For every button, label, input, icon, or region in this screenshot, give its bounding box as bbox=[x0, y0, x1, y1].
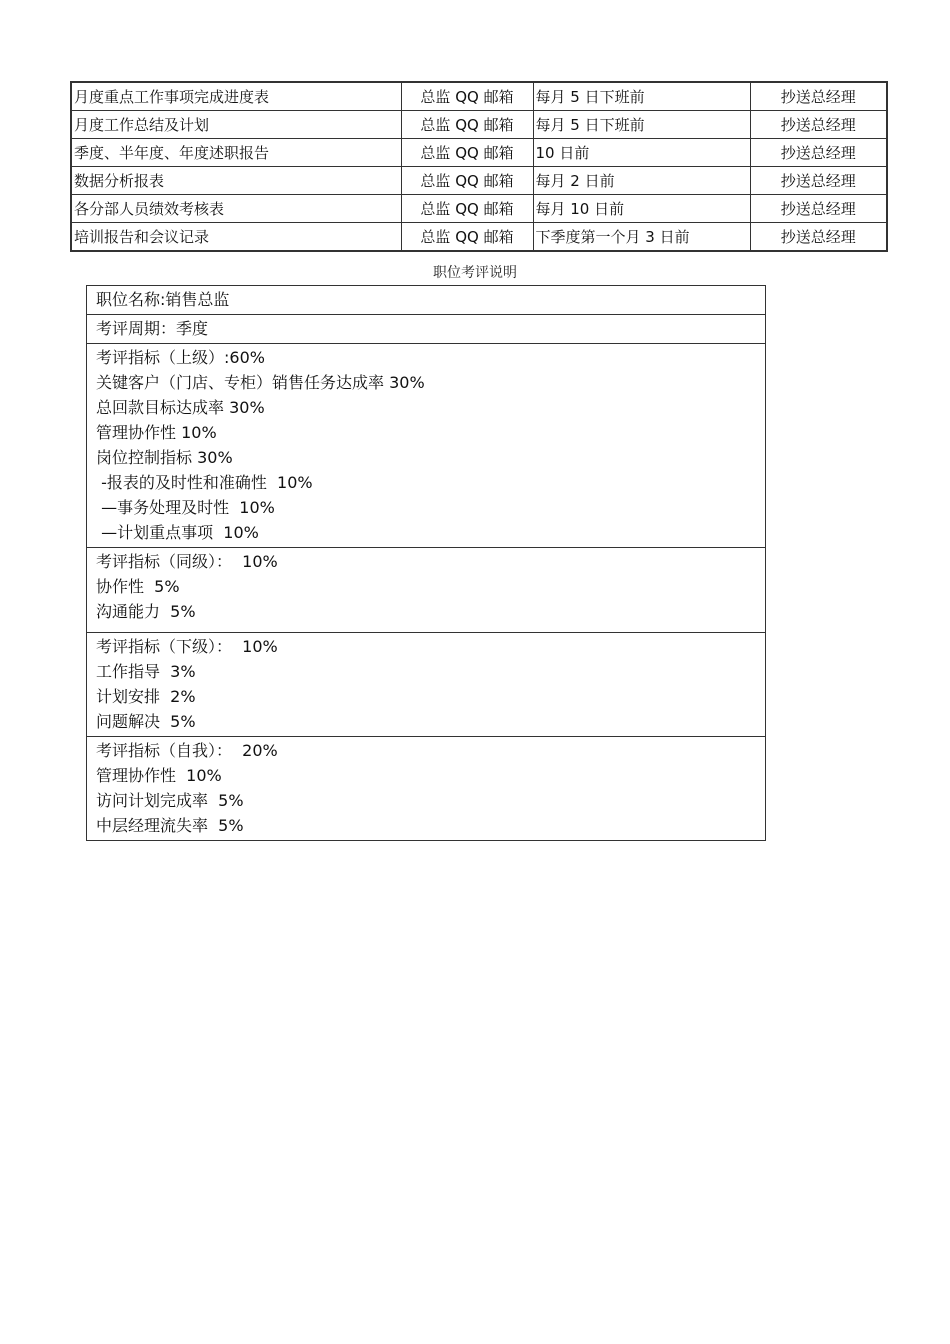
superior-heading: 考评指标（上级）:60% bbox=[96, 348, 265, 367]
position-title: 职位名称:销售总监 bbox=[96, 290, 230, 309]
report-deadline: 每月 2 日前 bbox=[533, 167, 750, 195]
report-name: 数据分析报表 bbox=[71, 167, 401, 195]
report-cc: 抄送总经理 bbox=[750, 223, 887, 252]
peer-heading: 考评指标（同级）： 10% bbox=[96, 552, 278, 571]
report-cc: 抄送总经理 bbox=[750, 167, 887, 195]
section-caption: 职位考评说明 bbox=[433, 265, 517, 281]
indicator-line: -报表的及时性和准确性 10% bbox=[96, 473, 313, 492]
indicator-line: 沟通能力 5% bbox=[96, 602, 196, 621]
subordinate-section bbox=[87, 632, 765, 736]
evaluation-period: 考评周期：季度 bbox=[96, 319, 209, 338]
table-row bbox=[71, 82, 887, 111]
peer-section bbox=[87, 547, 765, 632]
report-deadline: 每月 5 日下班前 bbox=[533, 82, 750, 111]
table-row bbox=[71, 167, 887, 195]
indicator-line: —计划重点事项 10% bbox=[96, 523, 259, 542]
indicator-line: 关键客户（门店、专柜）销售任务达成率 30% bbox=[96, 373, 425, 392]
table-row bbox=[71, 111, 887, 139]
report-name: 培训报告和会议记录 bbox=[71, 223, 401, 252]
report-cc: 抄送总经理 bbox=[750, 195, 887, 223]
report-channel: 总监 QQ 邮箱 bbox=[401, 167, 533, 195]
evaluation-box bbox=[86, 285, 766, 841]
period-section bbox=[87, 314, 765, 343]
indicator-line: 管理协作性 10% bbox=[96, 423, 217, 442]
report-deadline: 每月 10 日前 bbox=[533, 195, 750, 223]
indicator-line: 岗位控制指标 30% bbox=[96, 448, 233, 467]
report-channel: 总监 QQ 邮箱 bbox=[401, 195, 533, 223]
indicator-line: 问题解决 5% bbox=[96, 712, 196, 731]
indicator-line: 总回款目标达成率 30% bbox=[96, 398, 265, 417]
report-name: 月度工作总结及计划 bbox=[71, 111, 401, 139]
table-row bbox=[71, 223, 887, 252]
report-name: 季度、半年度、年度述职报告 bbox=[71, 139, 401, 167]
table-row bbox=[71, 195, 887, 223]
indicator-line: 工作指导 3% bbox=[96, 662, 196, 681]
report-name: 各分部人员绩效考核表 bbox=[71, 195, 401, 223]
self-heading: 考评指标（自我）： 20% bbox=[96, 741, 278, 760]
report-deadline: 每月 5 日下班前 bbox=[533, 111, 750, 139]
report-cc: 抄送总经理 bbox=[750, 139, 887, 167]
report-channel: 总监 QQ 邮箱 bbox=[401, 111, 533, 139]
report-submission-table bbox=[70, 81, 888, 252]
superior-section bbox=[87, 343, 765, 547]
indicator-line: 访问计划完成率 5% bbox=[96, 791, 244, 810]
subordinate-heading: 考评指标（下级）： 10% bbox=[96, 637, 278, 656]
indicator-line: 计划安排 2% bbox=[96, 687, 196, 706]
indicator-line: —事务处理及时性 10% bbox=[96, 498, 275, 517]
indicator-line: 协作性 5% bbox=[96, 577, 180, 596]
report-deadline: 下季度第一个月 3 日前 bbox=[533, 223, 750, 252]
report-cc: 抄送总经理 bbox=[750, 82, 887, 111]
report-channel: 总监 QQ 邮箱 bbox=[401, 139, 533, 167]
self-section bbox=[87, 736, 765, 840]
report-name: 月度重点工作事项完成进度表 bbox=[71, 82, 401, 111]
report-channel: 总监 QQ 邮箱 bbox=[401, 82, 533, 111]
report-deadline: 10 日前 bbox=[533, 139, 750, 167]
position-section bbox=[87, 286, 765, 314]
table-row bbox=[71, 139, 887, 167]
indicator-line: 管理协作性 10% bbox=[96, 766, 222, 785]
report-cc: 抄送总经理 bbox=[750, 111, 887, 139]
indicator-line: 中层经理流失率 5% bbox=[96, 816, 244, 835]
report-channel: 总监 QQ 邮箱 bbox=[401, 223, 533, 252]
